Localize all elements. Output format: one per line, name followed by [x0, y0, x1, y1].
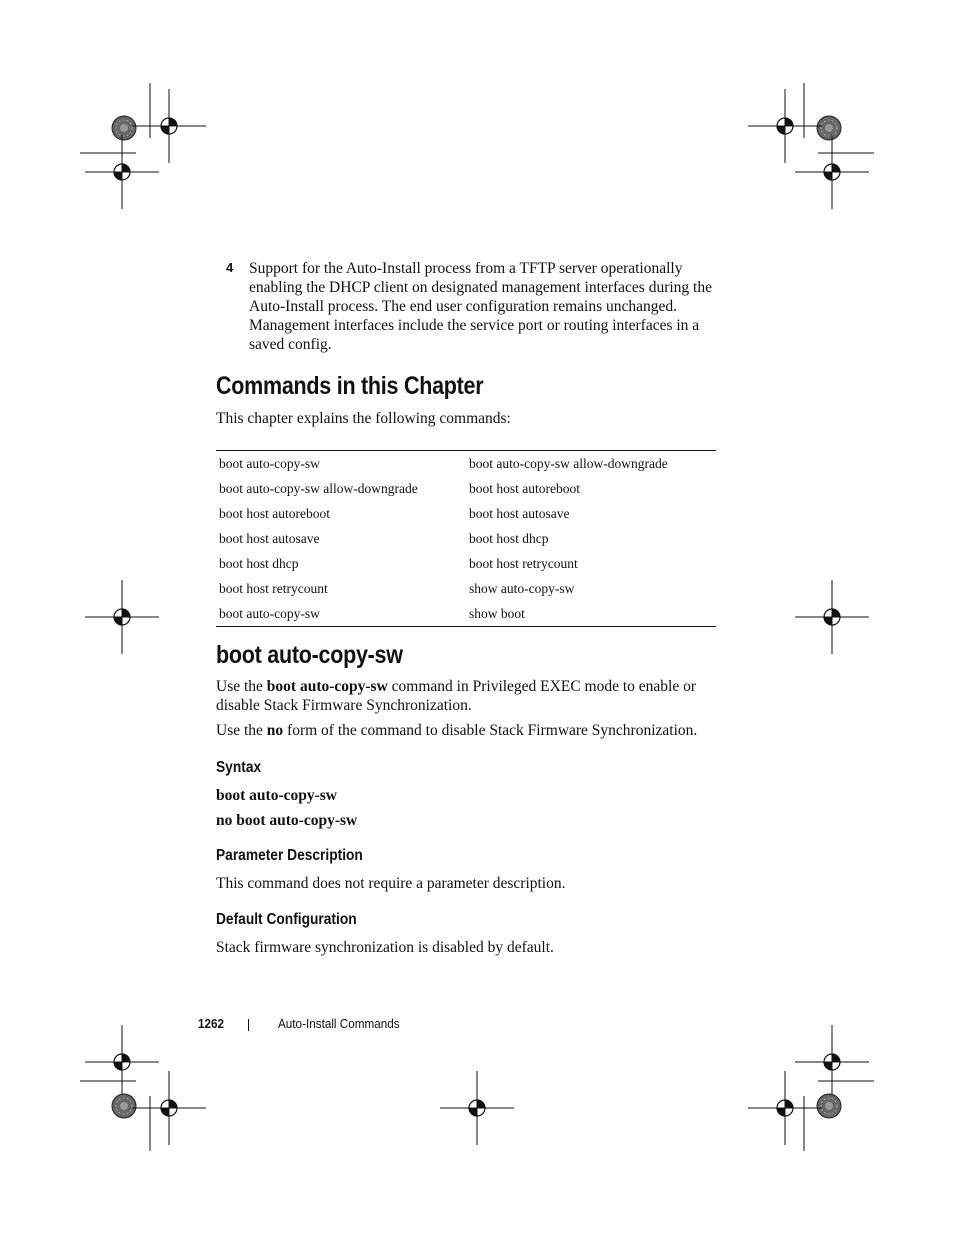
crosshair-mark-icon — [85, 1025, 159, 1099]
table-row — [216, 476, 716, 501]
default-config-heading-wrap — [216, 911, 380, 929]
table-cell: show boot — [469, 605, 525, 621]
starburst-mark-icon — [112, 1094, 136, 1118]
command-no-form — [216, 721, 736, 740]
crosshair-mark-icon — [748, 1071, 822, 1145]
table-cell: boot host autosave — [219, 530, 320, 546]
starburst-mark-icon — [817, 116, 841, 140]
desc2-command: no — [266, 722, 284, 739]
table-cell: boot host dhcp — [219, 555, 299, 571]
command-heading-wrap — [216, 641, 433, 670]
syntax-line-1: boot auto-copy-sw — [216, 787, 337, 804]
crosshair-mark-icon — [132, 89, 206, 163]
table-row — [216, 451, 716, 477]
table-cell: boot host autoreboot — [469, 480, 580, 496]
list-item-text: Support for the Auto-Install process from a TFTP server operationally enabling the DHCP client on designated management interfaces during the Auto-Install process. The end user configuration remains unchanged. Management interfaces include the service port or routing interfaces in a saved config. — [249, 260, 712, 353]
command-description — [216, 677, 726, 715]
table-cell: boot auto-copy-sw — [219, 605, 320, 621]
syntax-heading: Syntax — [216, 759, 262, 776]
starburst-mark-icon — [112, 116, 136, 140]
table-row — [216, 601, 716, 627]
crosshair-mark-icon — [440, 1071, 514, 1145]
default-config-heading: Default Configuration — [216, 911, 357, 928]
table-cell: boot auto-copy-sw allow-downgrade — [469, 455, 668, 471]
table-cell: boot host retrycount — [469, 555, 578, 571]
section-title: Commands in this Chapter — [216, 372, 484, 400]
parameter-heading: Parameter Description — [216, 847, 363, 864]
commands-table-body — [216, 451, 716, 627]
starburst-mark-icon — [817, 1094, 841, 1118]
crosshair-mark-icon — [132, 1071, 206, 1145]
table-cell: boot host retrycount — [219, 580, 328, 596]
crosshair-mark-icon — [795, 135, 869, 209]
page-number: 1262 — [198, 1016, 225, 1031]
syntax-line-2: no boot auto-copy-sw — [216, 812, 358, 829]
crosshair-mark-icon — [85, 580, 159, 654]
footer-chapter-title: Auto-Install Commands — [278, 1016, 400, 1031]
table-cell: boot host autosave — [469, 505, 570, 521]
crosshair-mark-icon — [795, 1025, 869, 1099]
command-title: boot auto-copy-sw — [216, 641, 403, 669]
list-item-number: 4 — [226, 260, 234, 275]
desc1-command: boot auto-copy-sw — [266, 678, 388, 695]
table-cell: boot auto-copy-sw — [219, 455, 320, 471]
table-row — [216, 551, 716, 576]
parameter-heading-wrap — [216, 847, 387, 865]
desc2-suffix: form of the command to disable Stack Firmware Synchronization. — [283, 722, 698, 739]
footer-separator — [248, 1019, 249, 1031]
table-cell: show auto-copy-sw — [469, 580, 575, 596]
desc2-prefix: Use the — [216, 722, 267, 739]
crosshair-mark-icon — [795, 580, 869, 654]
section-intro: This chapter explains the following commands: — [216, 410, 511, 427]
section-heading-wrap — [216, 372, 527, 401]
crosshair-mark-icon — [85, 135, 159, 209]
table-row — [216, 576, 716, 601]
table-cell: boot auto-copy-sw allow-downgrade — [219, 480, 418, 496]
desc1-prefix: Use the — [216, 678, 267, 695]
default-config-text: Stack firmware synchronization is disabled by default. — [216, 939, 554, 956]
table-cell: boot host autoreboot — [219, 505, 330, 521]
table-row — [216, 526, 716, 551]
commands-table — [216, 450, 716, 627]
table-row — [216, 501, 716, 526]
parameter-text: This command does not require a parameter description. — [216, 875, 566, 892]
desc1-suffix: command in Privileged EXEC mode to enable or disable Stack Firmware Synchronization. — [216, 678, 697, 714]
syntax-heading-wrap — [216, 759, 268, 777]
table-cell: boot host dhcp — [469, 530, 549, 546]
crosshair-mark-icon — [748, 89, 822, 163]
